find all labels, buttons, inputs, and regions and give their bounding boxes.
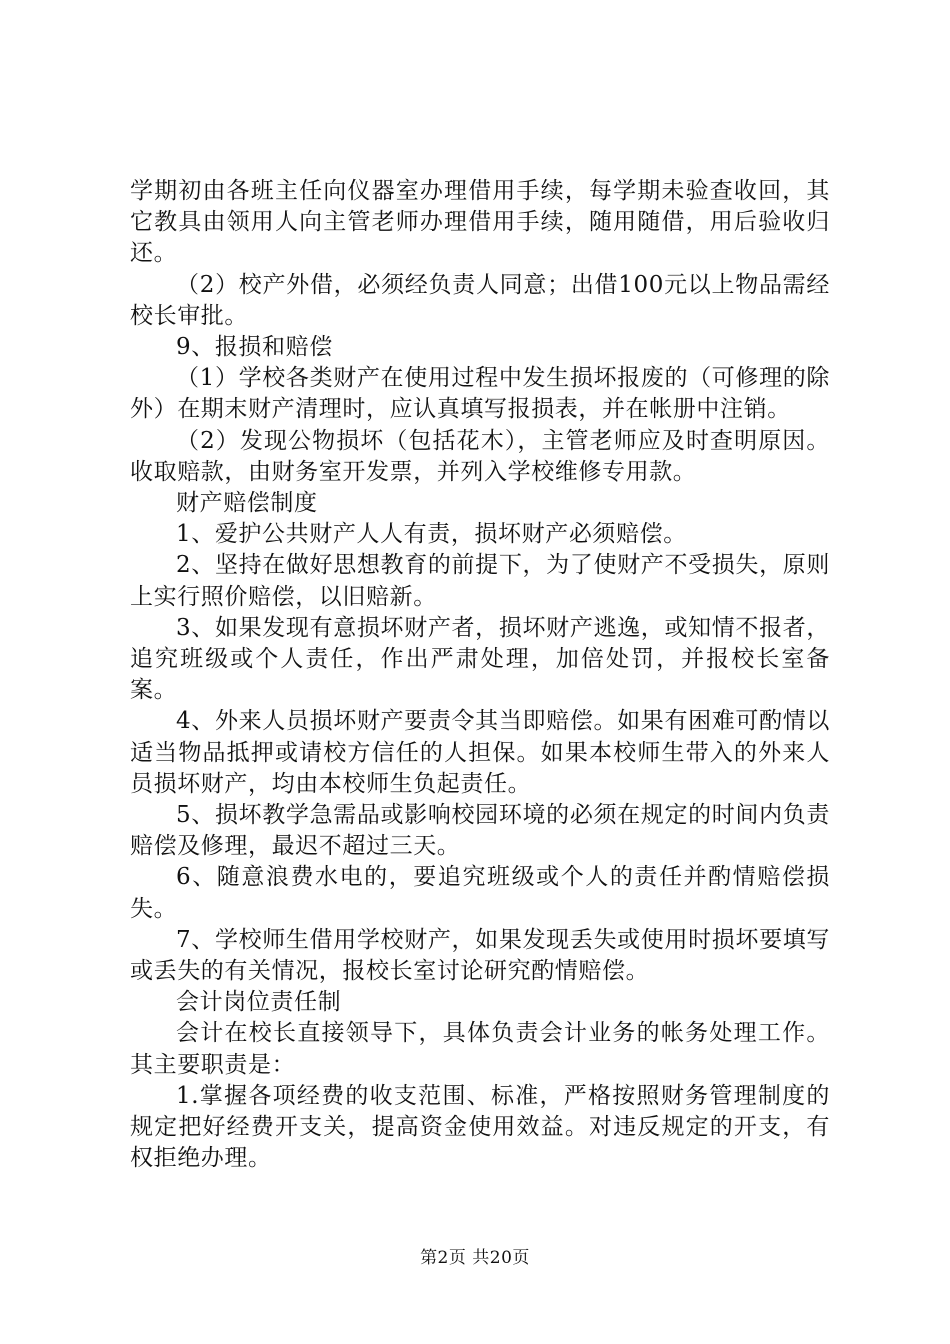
paragraph-10: 4、外来人员损坏财产要责令其当即赔偿。如果有困难可酌情以适当物品抵押或请校方信任的人担保。如果本校师生带入的外来人员损坏财产，均由本校师生负起责任。 xyxy=(130,708,830,797)
paragraph-15: 会计在校长直接领导下，具体负责会计业务的帐务处理工作。其主要职责是： xyxy=(130,1020,830,1078)
page-number-footer: 第2页 共20页 xyxy=(420,1248,530,1268)
document-body xyxy=(130,176,830,1175)
paragraph-7: 1、爱护公共财产人人有责，损坏财产必须赔偿。 xyxy=(176,521,687,548)
paragraph-2: （2）校产外借，必须经负责人同意；出借100元以上物品需经校长审批。 xyxy=(130,271,830,329)
paragraph-12: 6、随意浪费水电的，要追究班级或个人的责任并酌情赔偿损失。 xyxy=(130,864,830,922)
paragraph-4: （1）学校各类财产在使用过程中发生损坏报废的（可修理的除外）在期末财产清理时，应认真填写报损表，并在帐册中注销。 xyxy=(130,365,830,423)
paragraph-11: 5、损坏教学急需品或影响校园环境的必须在规定的时间内负责赔偿及修理，最迟不超过三天。 xyxy=(130,802,830,860)
paragraph-5: （2）发现公物损坏（包括花木），主管老师应及时查明原因。收取赔款，由财务室开发票，并列入学校维修专用款。 xyxy=(130,427,830,485)
paragraph-1: 学期初由各班主任向仪器室办理借用手续，每学期未验查收回，其它教具由领用人向主管老师办理借用手续，随用随借，用后验收归还。 xyxy=(130,178,830,267)
section-heading-accountant: 会计岗位责任制 xyxy=(176,989,342,1016)
section-heading-9: 9、报损和赔偿 xyxy=(176,334,333,361)
paragraph-8: 2、坚持在做好思想教育的前提下，为了使财产不受损失，原则上实行照价赔偿，以旧赔新。 xyxy=(130,552,830,610)
paragraph-9: 3、如果发现有意损坏财产者，损坏财产逃逸，或知情不报者，追究班级或个人责任，作出严肃处理，加倍处罚，并报校长室备案。 xyxy=(130,614,830,704)
paragraph-16: 1.掌握各项经费的收支范围、标准，严格按照财务管理制度的规定把好经费开支关，提高资金使用效益。对违反规定的开支，有权拒绝办理。 xyxy=(130,1082,830,1172)
paragraph-13: 7、学校师生借用学校财产，如果发现丢失或使用时损坏要填写或丢失的有关情况，报校长室讨论研究酌情赔偿。 xyxy=(130,926,830,985)
section-heading-compensation: 财产赔偿制度 xyxy=(176,490,318,517)
